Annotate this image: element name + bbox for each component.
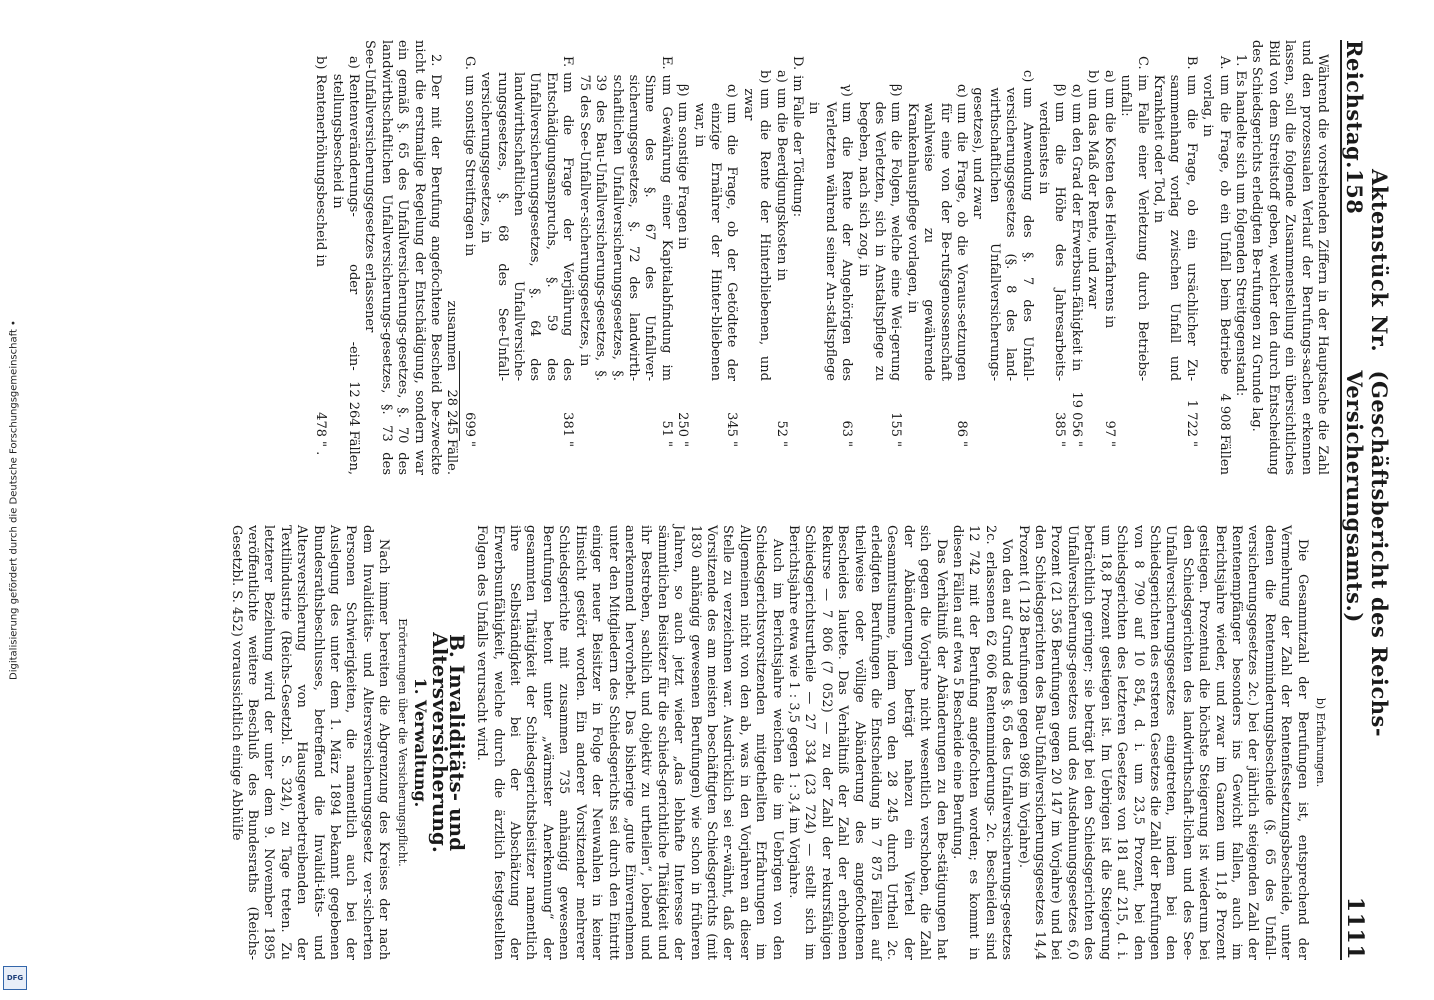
item-count: 63: [839, 420, 855, 437]
item-label: E.: [658, 56, 674, 70]
list-item: [477, 40, 575, 475]
item-text: um die Rente der Hinterbliebenen, und zwar: [740, 88, 773, 381]
list-item: [772, 40, 788, 475]
list-item: [328, 40, 361, 475]
section-heading: B. Invaliditäts- und Altersversicherung.: [428, 632, 469, 853]
item-count: 1 722: [1183, 399, 1199, 437]
intro-paragraph: Während die vorstehenden Ziffern in der Hauptsache die Zahl und den prozessualen Verlauf der Berufungs-sachen erkennen lassen, soll die folgende Zusammenstellung ein übersichtliches Bild von dem Streitstoff geben, welcher den durch Entscheidung des Schiedsgerichts erledigten Be-rufungen zu Grunde lag.: [1249, 40, 1330, 475]
item-unit: ": [773, 441, 789, 447]
item-label: α): [1068, 84, 1084, 98]
total-row: [443, 40, 459, 475]
item-text: um die Höhe des Jahresarbeits-verdienstes in: [1036, 101, 1068, 381]
list-item: [1035, 40, 1068, 475]
list-item: [969, 40, 1035, 475]
item-count: 385: [1052, 412, 1068, 437]
total-count: 28 245: [444, 389, 460, 435]
right-column: [227, 525, 1330, 960]
item-count: 19 056: [1068, 391, 1084, 437]
item-text: um die Frage, ob ein Unfall beim Betriebe vorlag, in: [1200, 74, 1232, 375]
list-item: [1117, 40, 1150, 475]
item-count: 4 908: [1216, 393, 1232, 431]
item-unit: " .: [313, 441, 329, 456]
item-unit: ": [954, 441, 970, 447]
list-item: [805, 40, 854, 475]
list-item: [739, 40, 772, 475]
item-count: 250: [675, 412, 691, 437]
subheading-experiences: b) Erfahrungen.: [1314, 697, 1327, 788]
item-label: γ): [839, 84, 855, 97]
item-unit: ": [888, 441, 904, 447]
item-label: a): [1101, 70, 1117, 83]
item-text: um die Kosten des Heilverfahrens in: [1101, 87, 1117, 329]
item-text: um Gewährung einer Kapitalabfindung im Sinne des §. 67 des Unfallver-sicherungsgesetzes, §. 72 des landwirth-schaftlichen Unfallversicherungsgesetzes, §. 39 des Bau-Unfallversicherungs-gesetzes, §. 75 des See-Unfallver-sicherungsgesetzes, in: [576, 74, 674, 381]
item-label: β): [675, 84, 691, 97]
item-label: β): [888, 84, 904, 97]
paragraph: Von den auf Grund des §. 65 des Unfallversicherungs-gesetzes 2c. erlassenen 62 606 Rentenminderungs- 2c. Bescheiden sind 12 742 mit der Berufung angefochten worden; es kommt in diesen Fällen auf etwa 5 Bescheide eine Berufung.: [950, 525, 1015, 960]
paragraph: Die Gesammtzahl der Berufungen ist, entsprechend der Vermehrung der Zahl der Rentenfestsetzungsbescheide, unter denen die Rentenminderungsbescheide (§. 65 des Unfall-versicherungsgesetzes 2c.) bei der jährlich steigenden Zahl der Rentenempfänger besonders ins Gewicht fallen, auch im Berichtsjahre wieder, und zwar im Ganzen um 11,8 Prozent gestiegen. Prozentual die höchste Steigerung ist wiederum bei den Schiedsgerichten des landwirthschaft-lichen und des See-Unfallversicherungsgesetzes eingetreten, indem bei den Schiedsgerichten des ersteren Gesetzes die Zahl der Berufungen von 8 790 auf 10 854, d. i. um 23,5 Prozent, bei den Schiedsgerichten des letzteren Gesetzes von 181 auf 215, d. i. um 18,8 Prozent gestiegen ist. Im Uebrigen ist die Steigerung beträchtlich geringer; sie beträgt bei den Schiedsgerichten des Unfallversicherungs-gesetzes und des Ausdehnungsgesetzes 6,0 Prozent (21 356 Berufungen gegen 20 147 im Vorjahre) und bei den Schiedsgerichten des Bau-Unfallversicherungsgesetzes 14,4 Prozent (1 128 Berufungen gegen 986 im Vorjahre).: [1015, 525, 1310, 960]
item-count: 51: [658, 420, 674, 437]
item-text: um sonstige Fragen in: [675, 101, 691, 250]
paragraph: Auch im Berichtsjahre weichen die im Uebrigen von den Schiedsgerichtsvorsitzenden mitgetheilten Erfahrungen im Allgemeinen nicht von den ab, was in den Vorjahren an dieser Stelle zu verzeichnen war. Ausdrücklich sei er-wähnt, daß der Vorsitzende des am meisten beschäftigten Schiedsgerichts (mit 1830 anhängig gewesenen Berufungen) wie schon in früheren Jahren, so auch jetzt wieder „das lebhafte Interesse der sämmtlichen Beisitzer für die schieds-gerichtliche Thätigkeit und ihr Bestreben, sachlich und objektiv zu urtheilen“, lobend und anerkennend hervorhebt. Das bisherige „gute Einvernehmen unter den Mitgliedern des Schiedsgerichts sei durch den Eintritt einiger neuer Beisitzer in Folge der Neuwahlen in keiner Hinsicht gestört worden. Ein anderer Vorsitzender mehrerer Schiedsgerichte mit zusammen 735 anhängig gewesenen Berufungen betont unter „wärmster Anerkennung“ der gesammten Thätigkeit der Schiedsgerichtsbeisitzer namentlich ihre Selbständigkeit bei der Abschätzung der Erwerbsunfähigkeit, welche durch die ärztlich festgestellten Folgen des Unfalls verursacht wird.: [474, 525, 785, 960]
list-item: [690, 40, 739, 475]
item-label: α): [954, 84, 970, 98]
dfg-logo-icon: DFG: [3, 966, 27, 990]
item-count: 155: [888, 412, 904, 437]
item-label: a): [773, 70, 789, 83]
item-unit: Fällen: [1216, 434, 1232, 475]
item-text: um die Frage, ob ein ursächlicher Zu-sammenhang vorlag zwischen Unfall und Krankheit oder Tod, in: [1150, 74, 1199, 381]
list-item: [460, 40, 476, 475]
item-count: 86: [954, 420, 970, 437]
list-item: [1100, 40, 1116, 475]
item-label: C.: [1134, 56, 1150, 70]
document-page: [52, 20, 1392, 980]
item-unit: ": [1068, 441, 1084, 447]
item-text: im Falle der Tödtung:: [790, 75, 805, 218]
item-count: 699: [461, 412, 477, 437]
item-label: c): [1019, 70, 1035, 83]
list-item: [312, 40, 328, 475]
digitization-sidebar: [0, 0, 28, 1000]
item-unit: ": [560, 441, 576, 447]
item-label: A.: [1216, 56, 1232, 70]
header-right: (Geschäftsbericht des Reichs-Versicherungsamts.): [1342, 370, 1392, 738]
item-text: um die Frage, ob der Getödtete der einzige Ernährer der Hinter-bliebenen war, in: [691, 102, 740, 381]
item-label: B.: [1183, 56, 1199, 70]
item-count: 52: [773, 420, 789, 437]
list-item: [1199, 40, 1232, 475]
item-unit: ": [675, 441, 691, 447]
list-item: [1084, 40, 1100, 475]
total-label: zusammen: [444, 300, 460, 371]
item-count: 12 264: [346, 381, 362, 427]
left-column: [312, 40, 1330, 475]
paragraph: Das Verhältniß der Abänderungen zu den Be-stätigungen hat sich gegen die Vorjahre nicht wesentlich verschoben, die Zahl der Abänderungen beträgt nahezu ein Viertel der Gesammtsumme, indem von den 28 245 durch Urtheil 2c. erledigten Berufungen die Entscheidung in 7 875 Fällen auf theilweise oder völlige Abänderung des angefochtenen Bescheides lautete. Das Verhältniß der Zahl der erhobenen Rekurse — 7 806 (7 052) — zu der Zahl der rekursfähigen Schiedsgerichtsurtheile — 27 334 (23 724) — stellt sich im Berichtsjahre etwa wie 1 : 3,5 gegen 1 : 3,4 im Vorjahre.: [786, 525, 949, 960]
item-label: a): [346, 56, 362, 69]
item-text: um die Folgen, welche eine Wei-gerung des Verletzten, sich in Anstaltspflege zu begeben, nach sich zog, in: [855, 101, 904, 381]
item-text: Rentenveränderungs- oder -ein-stellungsbescheid in: [329, 73, 362, 371]
item-text: um die Beerdigungskosten in: [773, 87, 789, 281]
point-2: 2. Der mit der Berufung angefochtene Bescheid be-zweckte nicht die erstmalige Regelung der Entschädigung, sondern war ein gemäß §. 65 des Unfallversicherungs-gesetzes, §. 70 des landwirthschaftlichen Unfallversicherungs-gesetzes, §. 73 des See-Unfallversicherungsgesetzes erlassener: [362, 40, 444, 475]
point-1: 1. Es handelte sich um folgenden Streitgegenstand:: [1232, 54, 1248, 397]
sidebar-credit: Digitalisierung gefördert durch die Deutsche Forschungsgemeinschaft •: [8, 320, 20, 680]
item-label: b): [1085, 70, 1101, 84]
total-unit: Fälle.: [444, 438, 460, 475]
list-item: [1150, 40, 1199, 475]
item-count: 345: [724, 412, 740, 437]
item-count: 478: [313, 412, 329, 437]
item-text: um Anwendung des §. 7 des Unfall-versicherungsgesetzes (§. 8 des land-wirthschaftlichen Unfallversicherungs-gesetzes), und zwar: [970, 87, 1035, 381]
item-label: β): [1052, 84, 1068, 97]
item-text: um das Maß der Rente, und zwar: [1085, 88, 1101, 309]
item-label: G.: [461, 56, 477, 71]
item-unit: ": [461, 441, 477, 447]
list-item: [854, 40, 903, 475]
item-label: α): [724, 84, 740, 98]
item-unit: Fällen,: [346, 430, 362, 475]
list-item: [789, 40, 805, 475]
paragraph: Nach immer bereiten die Abgrenzung des Kreises der nach dem Invaliditäts- und Altersversicherungsgesetz ver-sicherten Personen Schwierigkeiten, die namentlich auch bei der Auslegung des unter dem 1. März 1894 bekannt gegebenen Bundesrathsbeschlusses, betreffend die Invalidi-täts- und Altersversicherung von Hausgewerbetreibenden der Textilindustrie (Reichs-Gesetzbl. S. 324), zu Tage treten. Zu letzterer Beziehung wird der unter dem 9. November 1895 veröffentlichte weitere Beschluß des Bundesraths (Reichs-Gesetzbl. S. 452) voraussichtlich einige Abhülfe: [228, 525, 392, 960]
item-text: um sonstige Streitfragen in: [461, 75, 477, 257]
item-label: F.: [560, 56, 576, 68]
subsection-heading: 1. Verwaltung.: [411, 677, 431, 808]
list-item: [903, 40, 969, 475]
item-text: um die Rente der Angehörigen des Verletzten während seiner An-staltspflege in: [806, 101, 855, 381]
item-text: um die Frage der Verjährung des Entschädigungsanspruchs, §. 59 des Unfallversicherungsgesetzes, §. 64 des landwirthschaftlichen Unfallversiche-rungsgesetzes, §. 68 des See-Unfall-versicherungsgesetzes, in: [478, 72, 576, 381]
item-unit: ": [658, 441, 674, 447]
item-label: b): [757, 70, 773, 84]
item-unit: ": [839, 441, 855, 447]
item-text: im Falle einer Verletzung durch Betriebs-unfall:: [1118, 74, 1150, 381]
item-label: b): [313, 56, 329, 70]
item-label: D.: [790, 56, 805, 71]
item-unit: ": [1183, 441, 1199, 447]
header-left: Reichstag.: [1342, 40, 1367, 169]
list-item: [575, 40, 673, 475]
item-count: 97: [1101, 420, 1117, 437]
item-text: um den Grad der Erwerbsun-fähigkeit in: [1068, 102, 1084, 372]
topic-heading: Erörterungen über die Versicherungspflicht.: [395, 618, 409, 867]
item-unit: ": [724, 441, 740, 447]
header-center: Aktenstück Nr. 158: [1342, 168, 1392, 353]
item-text: Rentenerhöhungsbescheid in: [313, 74, 329, 267]
running-header: [1340, 40, 1392, 960]
item-unit: ": [1101, 441, 1117, 447]
list-item: [1068, 40, 1084, 475]
item-unit: ": [1052, 441, 1068, 447]
page-number: 1111: [1342, 896, 1368, 960]
list-item: [674, 40, 690, 475]
item-count: 381: [560, 412, 576, 437]
item-text: um die Frage, ob die Voraus-setzungen für eine von der Be-rufsgenossenschaft wahlweise zu gewährende Krankenhauspflege vorlagen, in: [904, 102, 970, 381]
